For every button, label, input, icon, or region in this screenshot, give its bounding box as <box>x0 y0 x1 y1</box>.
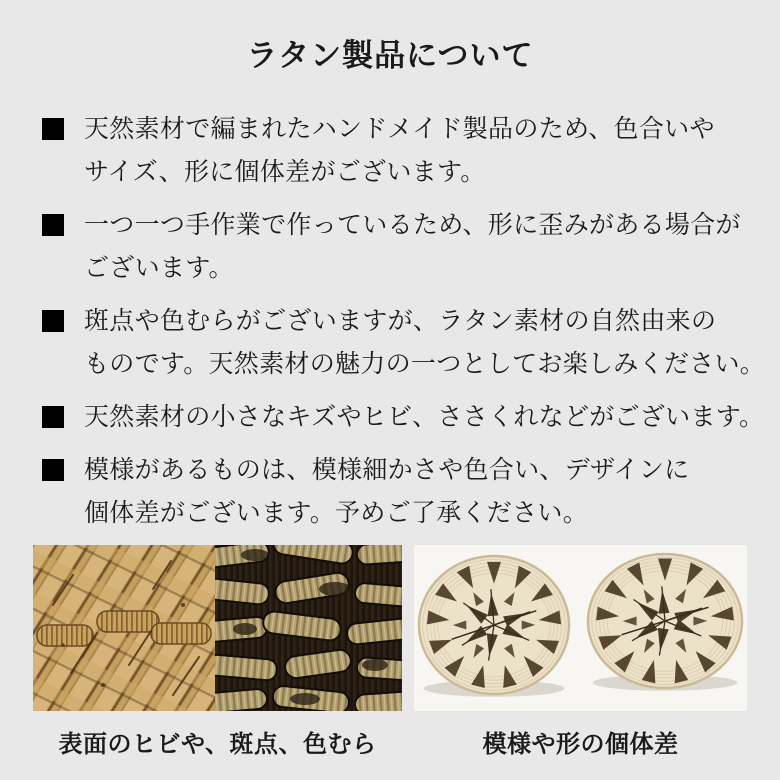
note-line: 個体差がございます。予めご了承ください。 <box>84 499 589 527</box>
photo-caption-right: 模様や形の個体差 <box>482 731 679 758</box>
note-item <box>42 300 766 386</box>
rattan-dark-weave-photo <box>215 545 402 711</box>
photo-surface-texture <box>33 545 402 711</box>
note-line: サイズ、形に個体差がございます。 <box>84 158 486 186</box>
note-text <box>84 449 689 535</box>
square-bullet-icon <box>42 406 64 428</box>
rattan-plates-photo <box>414 545 747 711</box>
note-item <box>42 396 765 439</box>
notes-list <box>0 108 780 535</box>
note-line: ございます。 <box>84 254 234 282</box>
note-text <box>84 204 741 290</box>
photo-plates <box>414 545 747 711</box>
note-item <box>42 204 750 290</box>
note-line: ものです。天然素材の魅力の一つとしてお楽しみください。 <box>84 350 766 378</box>
note-text <box>84 108 715 194</box>
figure-surface-texture <box>33 545 402 759</box>
example-photos <box>0 545 780 759</box>
photo-caption-left: 表面のヒビや、斑点、色むら <box>58 731 377 758</box>
rattan-plate-left <box>419 556 569 697</box>
note-item <box>42 449 750 535</box>
note-line: 天然素材の小さなキズやヒビ、ささくれなどがございます。 <box>84 403 765 431</box>
square-bullet-icon <box>42 118 64 140</box>
page-title: ラタン製品について <box>246 38 534 73</box>
note-text <box>84 300 765 386</box>
note-line: 一つ一つ手作業で作っているため、形に歪みがある場合が <box>84 211 741 239</box>
note-line: 斑点や色むらがございますが、ラタン素材の自然由来の <box>84 307 717 335</box>
note-line: 模様があるものは、模様細かさや色合い、デザインに <box>84 456 690 484</box>
note-line: 天然素材で編まれたハンドメイド製品のため、色合いや <box>84 115 715 143</box>
rattan-plate-right <box>588 554 742 691</box>
note-text <box>84 396 764 439</box>
square-bullet-icon <box>42 310 64 332</box>
note-item <box>42 108 750 194</box>
square-bullet-icon <box>42 214 64 236</box>
square-bullet-icon <box>42 459 64 481</box>
rattan-light-weave-photo <box>33 545 215 711</box>
figure-plates <box>414 545 747 759</box>
